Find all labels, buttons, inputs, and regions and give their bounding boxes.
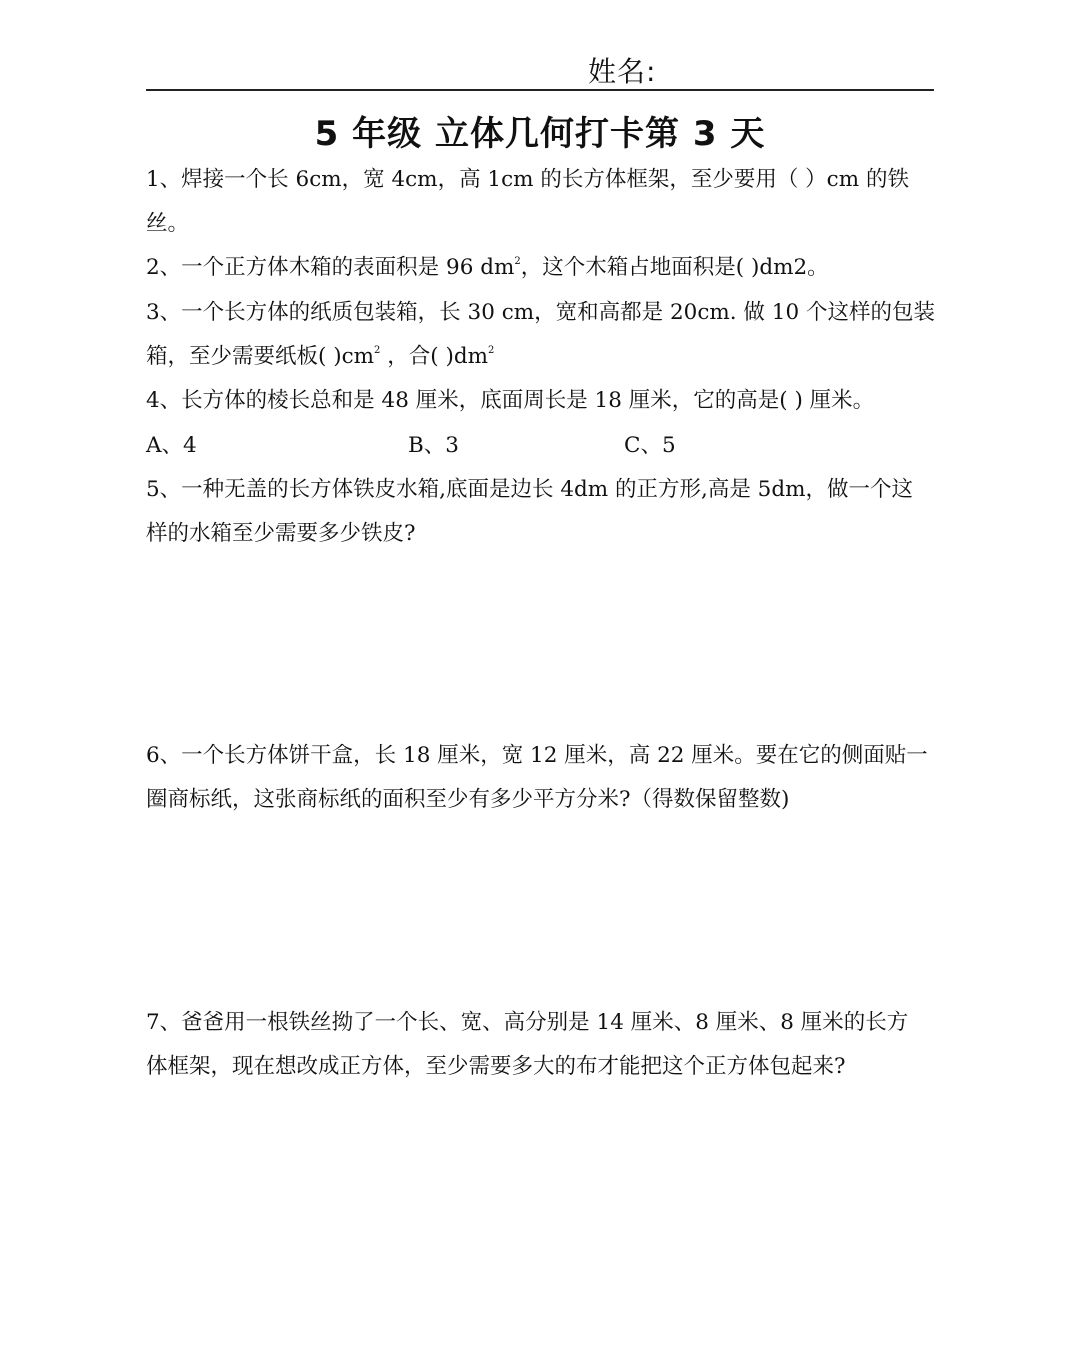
- question-3-line-2: [146, 335, 938, 379]
- question-6-answer-area: [146, 826, 934, 996]
- question-3-superscript-1: 2: [374, 345, 381, 356]
- question-2-superscript: 2: [514, 256, 521, 267]
- question-1-line-1: 1、焊接一个长 6cm，宽 4cm，高 1cm 的长方体框架，至少要用（ ）cm 的铁: [146, 167, 909, 192]
- question-3-superscript-2: 2: [488, 345, 495, 356]
- question-1: [146, 158, 938, 246]
- question-3-text-a: 箱，至少需要纸板( )cm: [146, 344, 375, 369]
- question-4: [146, 379, 938, 423]
- question-4-option-b: B、3: [408, 433, 459, 458]
- question-7-line-1: 7、爸爸用一根铁丝拗了一个长、宽、高分别是 14 厘米、8 厘米、8 厘米的长方: [146, 1010, 909, 1035]
- question-6-line-2: 圈商标纸，这张商标纸的面积至少有多少平方分米?（得数保留整数): [146, 787, 790, 812]
- question-2: [146, 246, 938, 290]
- question-7: [146, 1001, 938, 1089]
- student-name-label: 姓名:: [588, 55, 657, 88]
- question-3-line-1: 3、一个长方体的纸质包装箱，长 30 cm，宽和高都是 20cm. 做 10 个这样的包装: [146, 300, 935, 325]
- question-2-text-a: 2、一个正方体木箱的表面积是 96 dm: [146, 255, 515, 280]
- worksheet-title: 5 年级 立体几何打卡第 3 天: [314, 114, 766, 154]
- header-divider: [146, 89, 934, 91]
- question-2-text-b: ，这个木箱占地面积是( )dm2。: [520, 255, 829, 280]
- question-5-line-2: 样的水箱至少需要多少铁皮?: [146, 521, 416, 546]
- question-4-line-1: 4、长方体的棱长总和是 48 厘米，底面周长是 18 厘米，它的高是( ) 厘米。: [146, 388, 875, 413]
- question-4-option-a: A、4: [146, 433, 197, 458]
- question-4-option-c: C、5: [624, 433, 676, 458]
- question-5-line-1: 5、一种无盖的长方体铁皮水箱,底面是边长 4dm 的正方形,高是 5dm，做一个这: [146, 477, 914, 502]
- question-6: [146, 734, 938, 822]
- question-7-answer-area: [146, 1093, 934, 1333]
- question-3-text-b: ，合( )dm: [380, 344, 489, 369]
- question-2-line-1: [146, 246, 938, 290]
- question-3: [146, 291, 938, 379]
- question-5-answer-area: [146, 560, 934, 730]
- question-5: [146, 468, 938, 556]
- question-7-line-2: 体框架，现在想改成正方体，至少需要多大的布才能把这个正方体包起来?: [146, 1054, 846, 1079]
- question-1-line-2: 丝。: [146, 211, 190, 236]
- question-6-line-1: 6、一个长方体饼干盒，长 18 厘米，宽 12 厘米，高 22 厘米。要在它的侧面贴一: [146, 743, 928, 768]
